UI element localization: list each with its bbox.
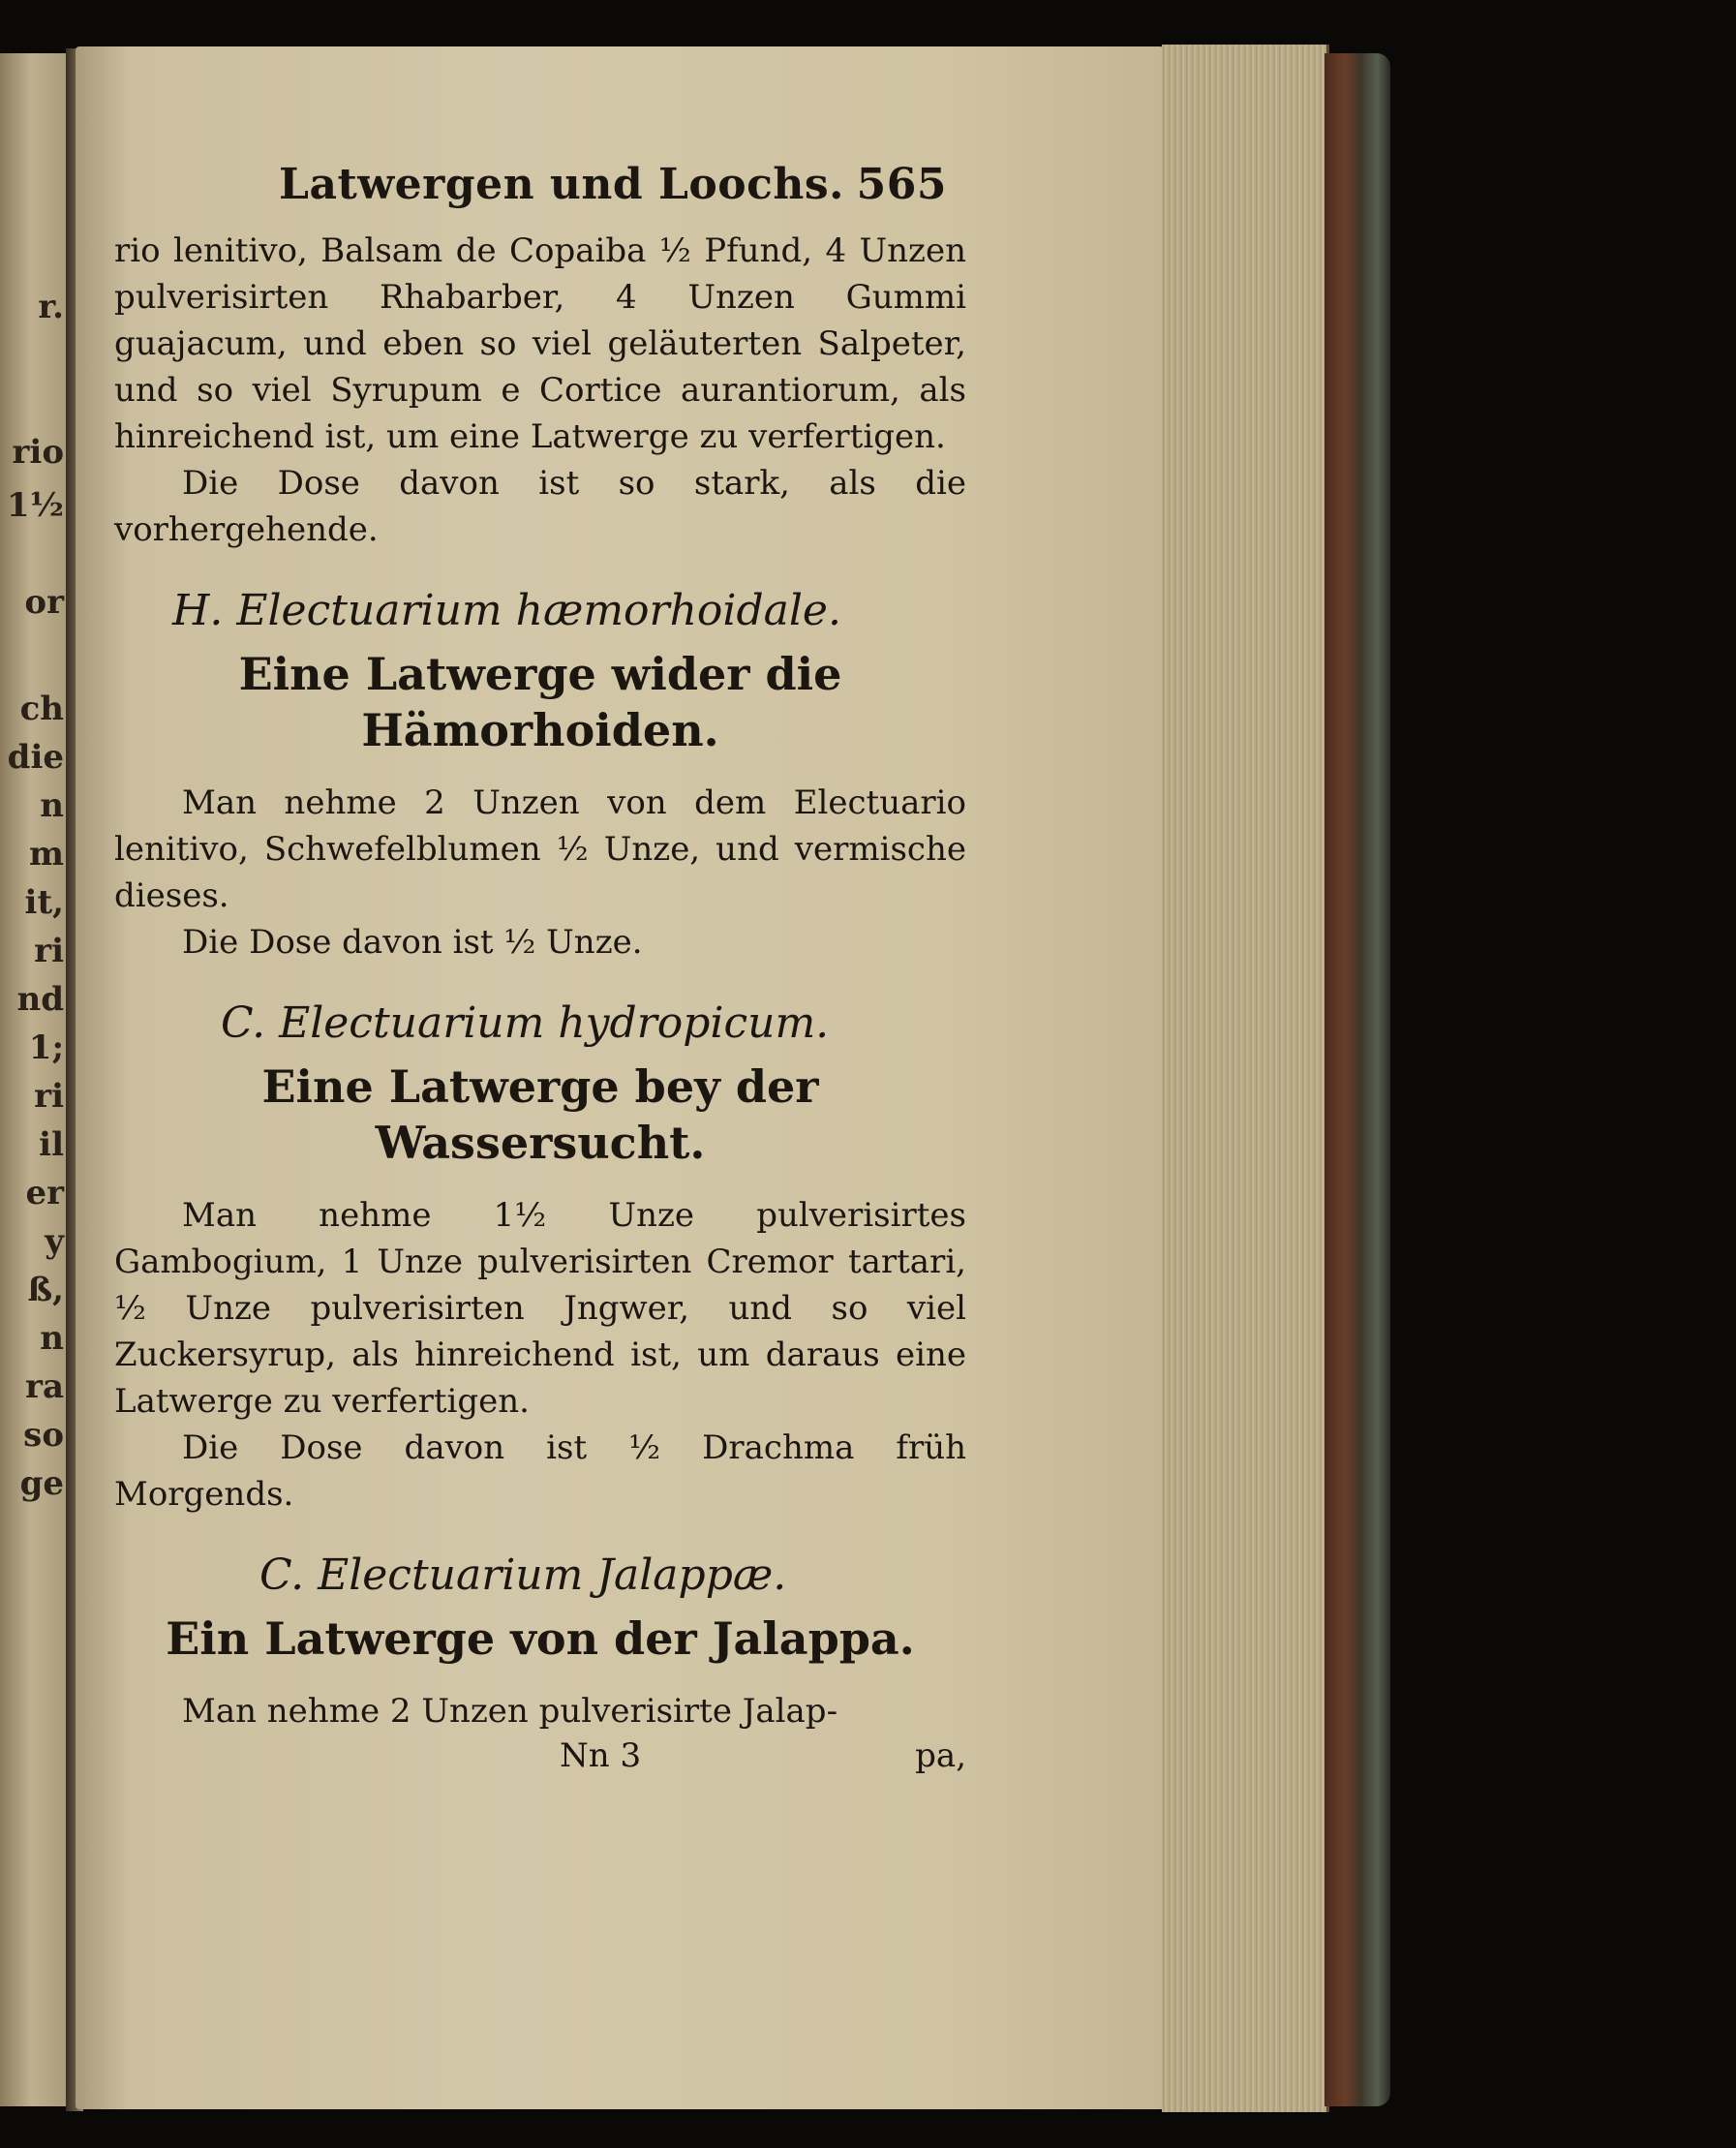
left-page-text-fragments xyxy=(0,53,70,2106)
latin-title: C. Electuarium hydropicum. xyxy=(221,998,830,1048)
section-haemorrhoidale xyxy=(114,582,966,966)
left-page-fragment: 1½ xyxy=(6,486,64,525)
left-page-fragment: ß, xyxy=(27,1271,64,1309)
paragraph: rio lenitivo, Balsam de Copaiba ½ Pfund, 4 Unzen pulverisirten Rhabarber, 4 Unzen Gummi guajacum, und eben so viel geläuterten Salpeter, und so viel Syrupum e Cortice aurantiorum, als hinreichend ist, um eine Latwerge zu verfertigen. xyxy=(114,231,966,456)
german-title: Ein Latwerge von der Jalappa. xyxy=(166,1612,915,1665)
paragraph: Man nehme 2 Unzen pulverisirte Jalap- xyxy=(182,1692,838,1731)
section-continuation xyxy=(114,228,966,553)
paragraph: Die Dose davon ist ½ Drachma früh Morgends. xyxy=(114,1428,966,1514)
running-title: Latwergen und Loochs. xyxy=(279,160,844,209)
catchword: pa, xyxy=(915,1736,966,1775)
running-header xyxy=(114,160,966,228)
left-page-fragment: nd xyxy=(16,980,64,1019)
left-page-edge xyxy=(0,53,70,2106)
german-title: Eine Latwerge wider die Hämorhoiden. xyxy=(238,648,842,756)
left-page-fragment: it, xyxy=(24,883,64,922)
paragraph: Die Dose davon ist so stark, als die vorhergehende. xyxy=(114,464,966,549)
left-page-fragment: er xyxy=(25,1174,64,1212)
left-page-fragment: ra xyxy=(25,1367,64,1406)
page-block-edges xyxy=(1162,45,1329,2112)
left-page-fragment: die xyxy=(7,738,64,777)
latin-title: C. Electuarium Jalappæ. xyxy=(259,1550,787,1600)
page-number: 565 xyxy=(856,160,947,209)
book-cover xyxy=(1325,53,1390,2106)
left-page-fragment: 1; xyxy=(28,1028,64,1067)
left-page-fragment: ge xyxy=(19,1464,64,1503)
section-jalappae xyxy=(114,1547,966,1734)
left-page-fragment: ri xyxy=(34,1077,64,1116)
page-content xyxy=(114,160,966,1777)
paragraph: Man nehme 1½ Unze pulverisirtes Gambogium, 1 Unze pulverisirten Cremor tartari, ½ Unze pulverisirten Jngwer, und so viel Zuckersyrup, als hinreichend ist, um daraus eine Latwerge zu verfertigen. xyxy=(114,1196,966,1421)
page-footer xyxy=(114,1734,966,1777)
latin-title: H. Electuarium hæmorhoidale. xyxy=(172,586,841,635)
left-page-fragment: ch xyxy=(19,690,64,728)
left-page-fragment: n xyxy=(40,786,64,825)
left-page-fragment: m xyxy=(29,835,64,874)
left-page-fragment: il xyxy=(39,1125,64,1164)
left-page-fragment: so xyxy=(23,1416,64,1455)
left-page-fragment: rio xyxy=(12,433,64,472)
left-page-fragment: ri xyxy=(34,932,64,970)
left-page-fragment: r. xyxy=(38,288,64,326)
left-page-fragment: or xyxy=(24,583,64,622)
left-page-fragment: n xyxy=(40,1319,64,1358)
paragraph: Man nehme 2 Unzen von dem Electuario lenitivo, Schwefelblumen ½ Unze, und vermische dieses. xyxy=(114,783,966,915)
german-title: Eine Latwerge bey der Wassersucht. xyxy=(261,1060,819,1169)
section-hydropicum xyxy=(114,995,966,1518)
left-page-fragment: y xyxy=(45,1222,64,1261)
signature-mark: Nn 3 xyxy=(560,1736,642,1775)
paragraph: Die Dose davon ist ½ Unze. xyxy=(182,923,643,962)
